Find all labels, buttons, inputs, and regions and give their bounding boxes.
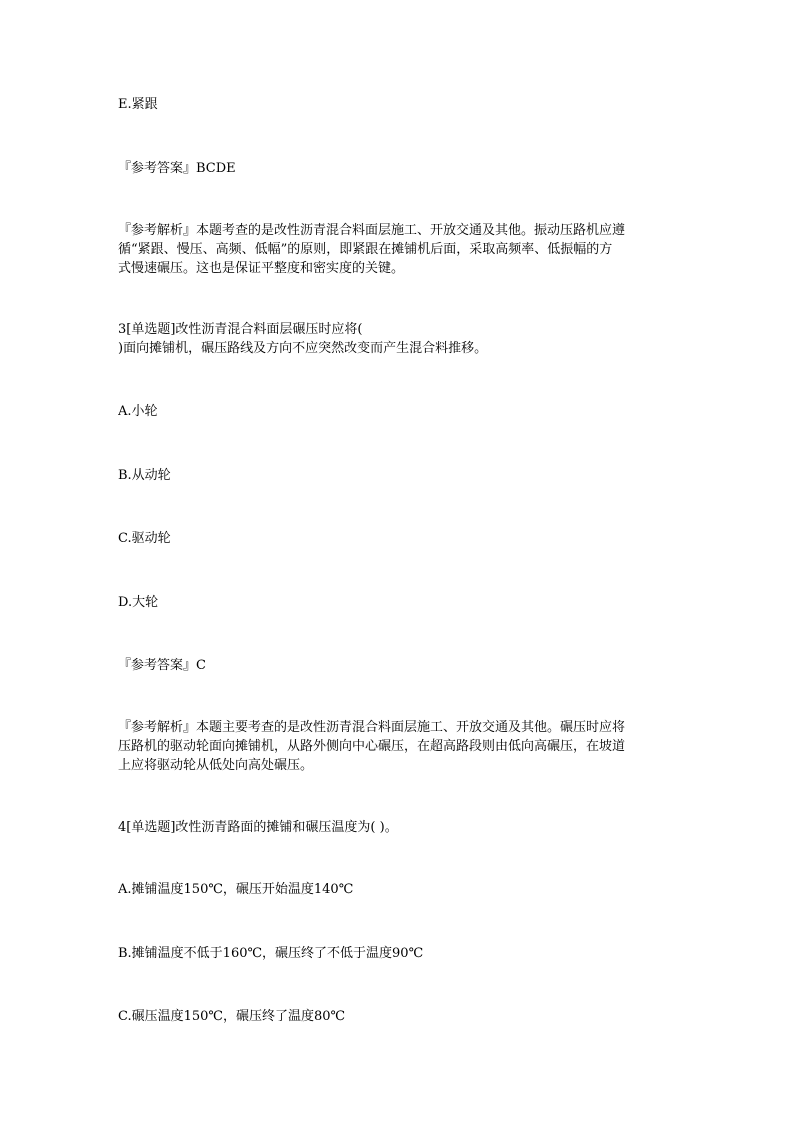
q4-option-c: C.碾压温度150℃，碾压终了温度80℃ — [118, 1009, 346, 1024]
q3-analysis — [118, 718, 678, 775]
q2-analysis — [118, 221, 678, 278]
q2-analysis-line-1: 『参考解析』本题考查的是改性沥青混合料面层施工、开放交通及其他。振动压路机应遵 — [118, 223, 626, 238]
q4-option-a: A.摊铺温度150℃，碾压开始温度140℃ — [118, 882, 354, 897]
q2-answer: 『参考答案』BCDE — [118, 161, 236, 176]
q3-answer: 『参考答案』C — [118, 658, 206, 673]
q3-stem — [118, 320, 678, 358]
q3-analysis-line-2: 压路机的驱动轮面向摊铺机，从路外侧向中心碾压，在超高路段则由低向高碾压，在坡道 — [118, 739, 626, 754]
q3-stem-line-1: 3[单选题]改性沥青混合料面层碾压时应将( — [118, 322, 363, 337]
q3-option-a: A.小轮 — [118, 404, 158, 419]
q3-analysis-line-1: 『参考解析』本题主要考查的是改性沥青混合料面层施工、开放交通及其他。碾压时应将 — [118, 720, 626, 735]
q2-analysis-line-3: 式慢速碾压。这也是保证平整度和密实度的关键。 — [118, 261, 405, 276]
q2-analysis-line-2: 循“紧跟、慢压、高频、低幅”的原则，即紧跟在摊铺机后面，采取高频率、低振幅的方 — [118, 242, 613, 257]
q3-option-c: C.驱动轮 — [118, 531, 171, 546]
q4-option-b: B.摊铺温度不低于160℃，碾压终了不低于温度90℃ — [118, 946, 424, 961]
q3-option-b: B.从动轮 — [118, 468, 171, 483]
q2-option-e: E.紧跟 — [118, 97, 158, 112]
q3-option-d: D.大轮 — [118, 595, 159, 610]
q3-stem-line-2: )面向摊铺机，碾压路线及方向不应突然改变而产生混合料推移。 — [118, 341, 488, 356]
q3-analysis-line-3: 上应将驱动轮从低处向高处碾压。 — [118, 758, 314, 773]
q4-stem: 4[单选题]改性沥青路面的摊铺和碾压温度为( )。 — [118, 820, 398, 835]
